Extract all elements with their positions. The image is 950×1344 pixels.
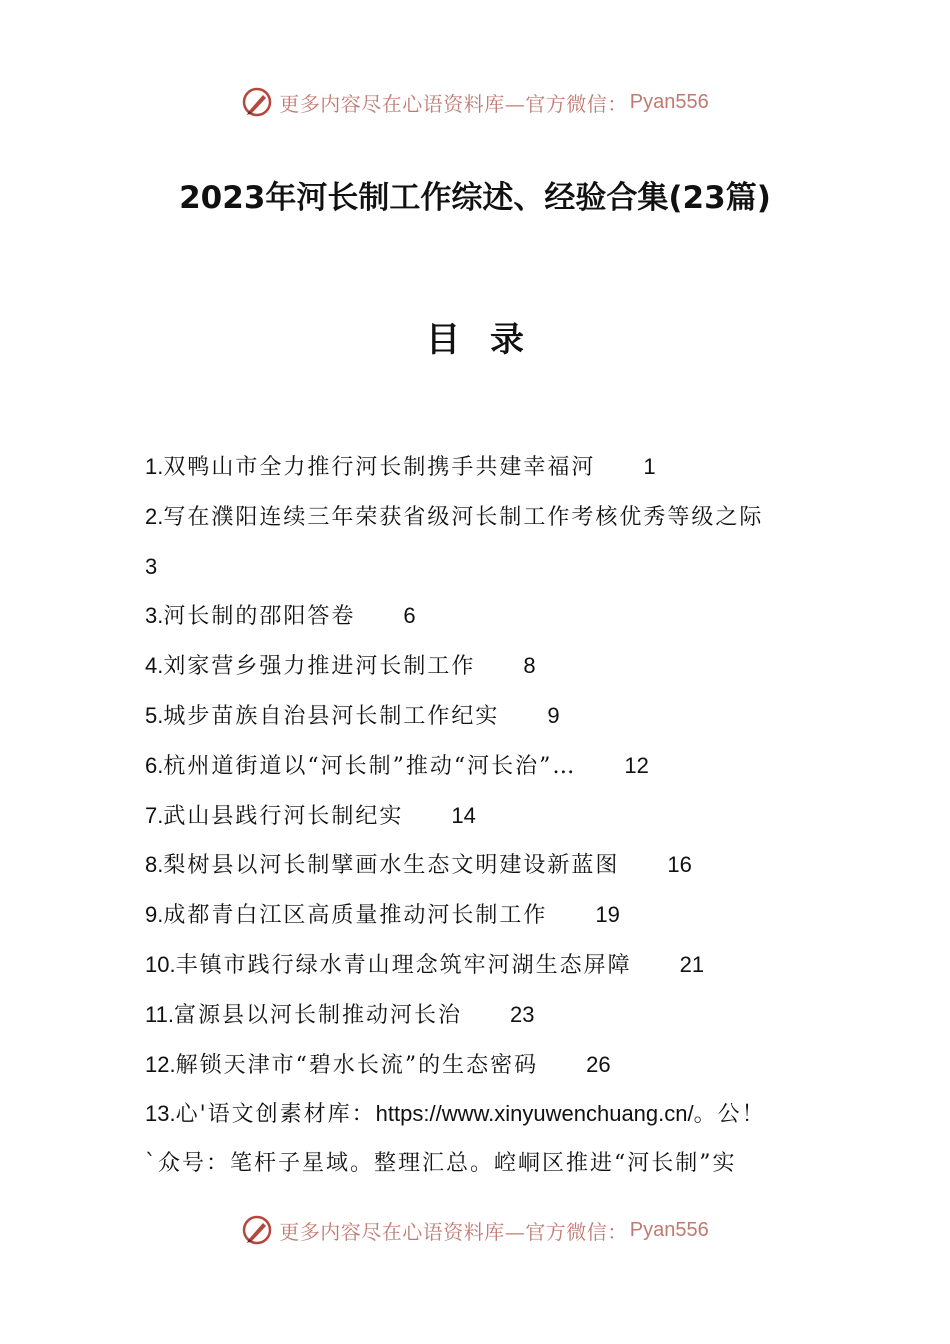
toc-entry-2-page bbox=[145, 546, 835, 596]
pen-logo-icon bbox=[241, 86, 273, 118]
document-title: 2023年河长制工作综述、经验合集(23篇) bbox=[179, 180, 771, 216]
toc-heading: 目录 bbox=[426, 320, 554, 360]
toc-page-number: 14 bbox=[451, 802, 476, 828]
toc-number: 11. bbox=[145, 1001, 174, 1027]
toc-page-number: 12 bbox=[624, 752, 649, 778]
banner-wechat-id: Pyan556 bbox=[629, 1218, 709, 1241]
toc-number: 10. bbox=[145, 951, 176, 977]
toc-page-number: 26 bbox=[586, 1051, 611, 1077]
table-of-contents bbox=[145, 446, 835, 1193]
toc-number: 13. bbox=[145, 1101, 176, 1127]
footer-watermark-banner bbox=[0, 1210, 950, 1250]
toc-entry-3 bbox=[145, 595, 835, 645]
toc-entry-12 bbox=[145, 1044, 835, 1094]
toc-number: 2. bbox=[145, 503, 164, 529]
toc-entry-text: 成都青白江区高质量推动河长制工作 bbox=[163, 903, 548, 929]
toc-number: 6. bbox=[145, 752, 164, 778]
toc-entry-5 bbox=[145, 695, 835, 745]
toc-entry-text: 解锁天津市“碧水长流”的生态密码 bbox=[175, 1052, 539, 1078]
toc-number: 9. bbox=[145, 902, 164, 928]
toc-number: 4. bbox=[145, 653, 164, 679]
toc-entry-6 bbox=[145, 745, 835, 795]
toc-page-number: 16 bbox=[667, 852, 692, 878]
toc-entry-text: 梨树县以河长制擘画水生态文明建设新蓝图 bbox=[163, 853, 620, 879]
toc-entry-7 bbox=[145, 795, 835, 845]
toc-page-number: 23 bbox=[509, 1001, 535, 1027]
toc-entry-text: 丰镇市践行绿水青山理念筑牢河湖生态屏障 bbox=[175, 952, 632, 978]
toc-entry-text: 城步苗族自治县河长制工作纪实 bbox=[163, 703, 500, 729]
toc-number: 7. bbox=[145, 802, 164, 828]
toc-number: 3. bbox=[145, 603, 164, 629]
toc-entry-13-suffix: 。公！ bbox=[693, 1102, 766, 1128]
toc-entry-text: 双鸭山市全力推行河长制携手共建幸福河 bbox=[163, 455, 596, 480]
toc-entry-10 bbox=[145, 944, 835, 994]
toc-page-number: 1 bbox=[643, 454, 656, 479]
toc-entry-text: 河长制的邵阳答卷 bbox=[163, 604, 356, 630]
toc-entry-4 bbox=[145, 645, 835, 695]
header-watermark-banner bbox=[0, 82, 950, 122]
toc-entry-13-continued bbox=[145, 1143, 835, 1193]
toc-entry-text: 刘家营乡强力推进河长制工作 bbox=[163, 654, 476, 680]
toc-number: 1. bbox=[145, 454, 164, 479]
toc-page-number: 8 bbox=[523, 653, 536, 679]
toc-entry-text: 杭州道街道以“河长制”推动“河长治”… bbox=[163, 753, 577, 779]
toc-number: 12. bbox=[145, 1051, 176, 1077]
toc-page-number: 19 bbox=[595, 902, 620, 928]
toc-page-number: 6 bbox=[403, 603, 416, 629]
pen-logo-icon bbox=[241, 1214, 273, 1246]
banner-text: 更多内容尽在心语资料库—官方微信： bbox=[279, 1219, 628, 1244]
watermark-url-link[interactable]: https://www.xinyuwenchuang.cn/ bbox=[375, 1101, 694, 1127]
toc-entry-2 bbox=[145, 496, 835, 546]
toc-page-number: 9 bbox=[547, 702, 560, 728]
toc-number: 5. bbox=[145, 702, 164, 728]
toc-page-number: 21 bbox=[679, 951, 705, 977]
toc-entry-11 bbox=[145, 994, 835, 1044]
banner-text: 更多内容尽在心语资料库—官方微信： bbox=[279, 91, 628, 116]
toc-entry-1 bbox=[145, 446, 835, 496]
toc-entry-8 bbox=[145, 844, 835, 894]
banner-wechat-id: Pyan556 bbox=[629, 90, 709, 113]
toc-entry-text: 武山县践行河长制纪实 bbox=[163, 803, 404, 829]
toc-number: 8. bbox=[145, 852, 164, 878]
toc-entry-13 bbox=[145, 1093, 835, 1143]
toc-entry-text: 写在濮阳连续三年荣获省级河长制工作考核优秀等级之际 bbox=[163, 504, 764, 530]
toc-entry-13-line2: `众号：笔杆子星域。整理汇总。崆峒区推进“河长制”实 bbox=[145, 1151, 737, 1177]
toc-page-number: 3 bbox=[145, 553, 158, 579]
toc-entry-9 bbox=[145, 894, 835, 944]
toc-entry-text: 富源县以河长制推动河长治 bbox=[173, 1002, 462, 1028]
toc-entry-13-prefix: 心'语文创素材库： bbox=[175, 1102, 376, 1128]
